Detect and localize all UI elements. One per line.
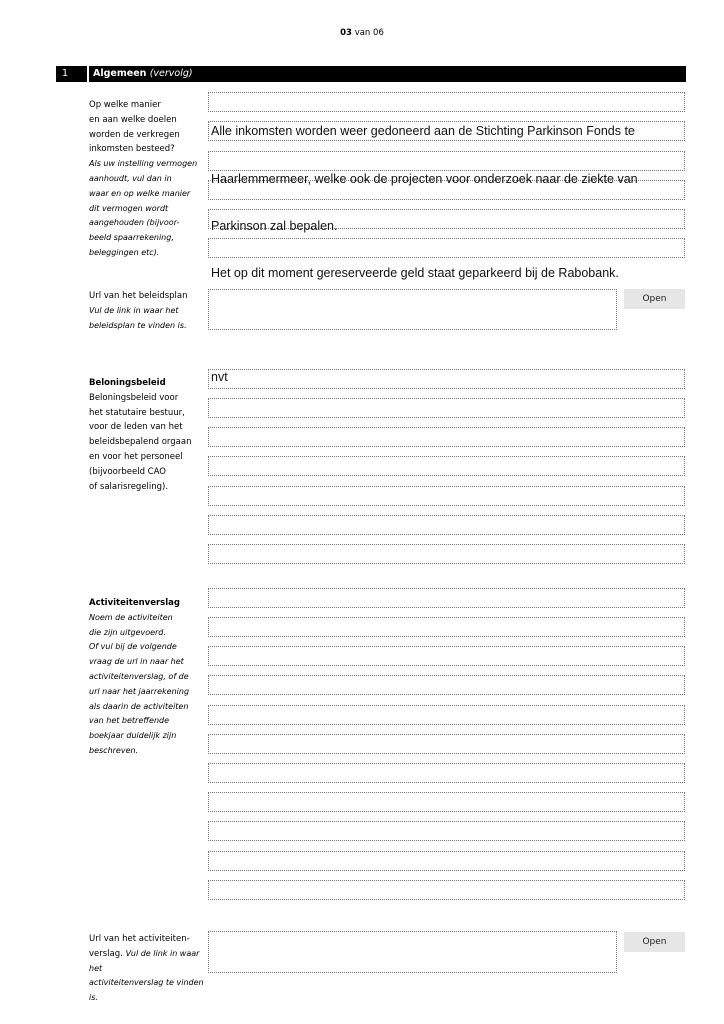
remuneration-answer-field[interactable] [208,456,685,476]
income-question-label [89,98,207,261]
income-help-line: waar en op welke manier [89,188,191,198]
income-answer-line: Haarlemmermeer, welke ook de projecten voor onderzoek naar de ziekte van [211,171,638,186]
page-connector: van [354,28,371,38]
income-answer-line: Parkinson zal bepalen. [211,218,338,233]
activities-help-line: Of vul bij de volgende [89,642,177,652]
activities-help-line: beschreven. [89,745,139,755]
remuneration-answer-field[interactable] [208,427,685,447]
remuneration-answer-field[interactable] [208,544,685,564]
income-answer-line: Het op dit moment gereserveerde geld staat geparkeerd bij de Rabobank. [211,265,619,280]
activities-help-line: die zijn uitgevoerd. [89,627,166,637]
income-help-line: aanhoudt, vul dan in [89,173,172,183]
section-header [56,66,686,82]
income-help-line: beleggingen etc). [89,247,160,257]
remuneration-label-line: Beloningsbeleid voor [89,392,179,403]
policy-url-label-text: Url van het beleidsplan [89,291,188,301]
remuneration-answer-field[interactable] [208,515,685,535]
income-help-line: aangehouden (bijvoor- [89,218,180,228]
policy-url-label [89,289,209,333]
section-title-text: Algemeen [93,68,147,79]
activities-help-line: url naar het jaarrekening [89,686,190,696]
remuneration-answer-field[interactable] [208,369,685,389]
income-label-line: Op welke manier [89,100,161,110]
section-number: 1 [62,68,69,79]
activities-answer-field[interactable] [208,763,685,783]
activities-answer-field[interactable] [208,705,685,725]
activities-url-label-line: verslag. [89,948,123,959]
page-number [0,28,724,38]
activities-answer-field[interactable] [208,617,685,637]
policy-url-help-line: Vul de link in waar het [89,305,179,315]
remuneration-label-line: of salarisregeling). [89,481,169,492]
income-help-line: Als uw instelling vermogen [89,159,198,169]
activities-answer-field[interactable] [208,851,685,871]
policy-url-help-line: beleidsplan te vinden is. [89,320,187,330]
policy-url-open-button[interactable]: Open [624,289,685,309]
remuneration-answer-text: nvt [211,370,228,384]
income-label-line: en aan welke doelen [89,114,177,125]
activities-help-line: boekjaar duidelijk zijn [89,731,177,741]
activities-url-label [89,932,211,1006]
activities-url-help-line: activiteitenverslag te vinden is. [89,978,204,1003]
income-help-line: beeld spaarrekening, [89,233,174,243]
section-divider [87,66,89,82]
activities-url-open-button[interactable]: Open [624,932,685,952]
activities-answer-field[interactable] [208,792,685,812]
section-subtitle: (vervolg) [149,68,193,79]
remuneration-answer-field[interactable] [208,486,685,506]
activities-answer-field[interactable] [208,646,685,666]
income-help-line: dit vermogen wordt [89,203,169,213]
remuneration-label-line: het statutaire bestuur, [89,407,185,418]
income-label-line: inkomsten besteed? [89,144,175,155]
page-total: 06 [373,28,384,38]
income-answer-text [211,93,638,297]
activities-help-line: van het betreffende [89,716,170,726]
remuneration-label-line: en voor het personeel [89,451,183,462]
activities-answer-field[interactable] [208,880,685,900]
remuneration-label [89,376,209,494]
remuneration-label-line: beleidsbepalend orgaan [89,437,192,448]
activities-url-label-line: Url van het activiteiten- [89,934,190,944]
activities-heading: Activiteitenverslag [89,598,180,608]
activities-help-line: als daarin de activiteiten [89,701,189,711]
activities-help-line: vraag de url in naar het [89,657,184,667]
activities-answer-field[interactable] [208,821,685,841]
activities-help-line: activiteitenverslag, of de [89,671,189,681]
section-title [93,68,193,79]
activities-url-help-line: Vul de link in waar het [89,948,200,973]
remuneration-label-line: voor de leden van het [89,422,183,433]
remuneration-answer-field[interactable] [208,398,685,418]
activities-answer-field[interactable] [208,734,685,754]
page-current: 03 [340,28,352,38]
remuneration-label-line: (bijvoorbeeld CAO [89,466,166,477]
policy-url-input[interactable] [208,289,617,330]
activities-answer-field[interactable] [208,588,685,608]
remuneration-heading: Beloningsbeleid [89,378,166,388]
activities-label [89,596,209,759]
activities-help-line: Noem de activiteiten [89,612,173,622]
activities-url-input[interactable] [208,931,617,973]
activities-answer-field[interactable] [208,675,685,695]
income-label-line: worden de verkregen [89,129,180,140]
income-answer-line: Alle inkomsten worden weer gedoneerd aan de Stichting Parkinson Fonds te [211,124,635,139]
